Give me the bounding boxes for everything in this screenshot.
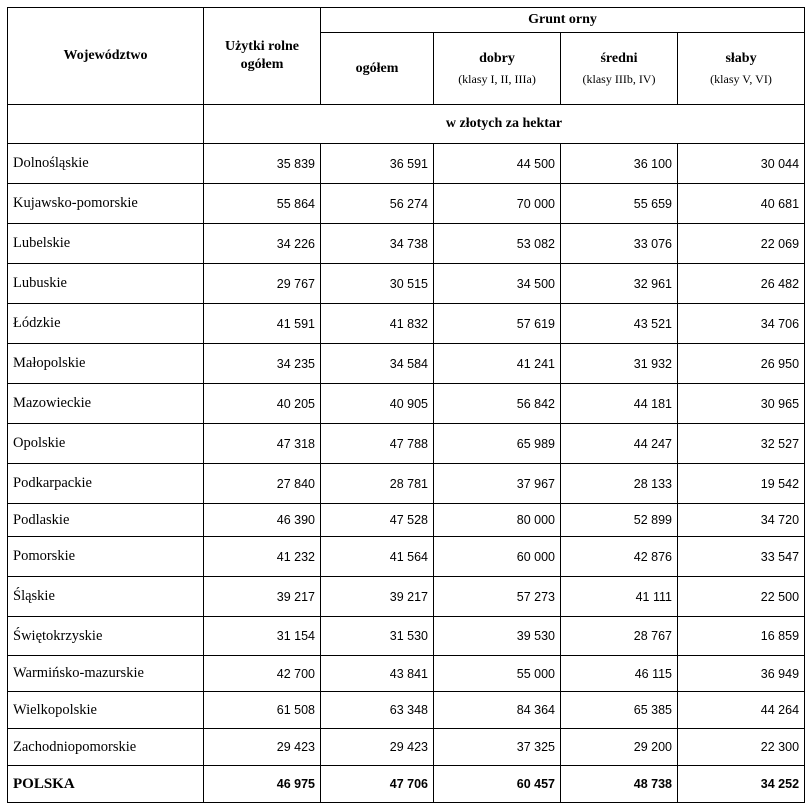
cell-sredni: 28 767 (561, 617, 678, 656)
table-row (8, 304, 805, 344)
cell-sredni: 33 076 (561, 224, 678, 264)
row-name: Wielkopolskie (8, 692, 204, 729)
table-row (8, 537, 805, 577)
cell-uzytki: 34 235 (204, 344, 321, 384)
cell-sredni: 43 521 (561, 304, 678, 344)
cell-ogolem: 43 841 (321, 656, 434, 692)
table-row (8, 144, 805, 184)
cell-ogolem: 41 832 (321, 304, 434, 344)
cell-ogolem: 34 738 (321, 224, 434, 264)
land-price-table (7, 7, 805, 803)
cell-ogolem: 47 788 (321, 424, 434, 464)
header-dobry-label: dobry (479, 50, 515, 66)
cell-dobry: 57 273 (434, 577, 561, 617)
header-uzytki-rolne (204, 8, 321, 105)
cell-dobry: 84 364 (434, 692, 561, 729)
cell-dobry: 80 000 (434, 504, 561, 537)
cell-slaby: 26 482 (678, 264, 805, 304)
table-row (8, 729, 805, 766)
cell-slaby: 19 542 (678, 464, 805, 504)
cell-sredni: 31 932 (561, 344, 678, 384)
row-name: Łódzkie (8, 304, 204, 344)
row-name: Lubuskie (8, 264, 204, 304)
cell-ogolem: 39 217 (321, 577, 434, 617)
total-row (8, 766, 805, 803)
cell-uzytki: 46 390 (204, 504, 321, 537)
row-name: Śląskie (8, 577, 204, 617)
row-name: Opolskie (8, 424, 204, 464)
cell-ogolem: 30 515 (321, 264, 434, 304)
row-name: Warmińsko-mazurskie (8, 656, 204, 692)
total-dobry: 60 457 (434, 766, 561, 803)
header-slaby-label: słaby (725, 50, 757, 66)
cell-uzytki: 42 700 (204, 656, 321, 692)
cell-ogolem: 29 423 (321, 729, 434, 766)
row-name: Pomorskie (8, 537, 204, 577)
cell-sredni: 65 385 (561, 692, 678, 729)
header-slaby-sub: (klasy V, VI) (710, 71, 772, 86)
cell-sredni: 46 115 (561, 656, 678, 692)
row-name: Podkarpackie (8, 464, 204, 504)
table-row (8, 656, 805, 692)
cell-uzytki: 40 205 (204, 384, 321, 424)
cell-ogolem: 56 274 (321, 184, 434, 224)
row-name: Kujawsko-pomorskie (8, 184, 204, 224)
cell-dobry: 41 241 (434, 344, 561, 384)
header-sredni-sub: (klasy IIIb, IV) (582, 71, 656, 86)
table-row (8, 224, 805, 264)
cell-ogolem: 40 905 (321, 384, 434, 424)
table-row (8, 504, 805, 537)
table-row (8, 424, 805, 464)
header-grunt-orny: Grunt orny (321, 8, 805, 33)
header-sredni (561, 33, 678, 105)
cell-dobry: 65 989 (434, 424, 561, 464)
row-name: Mazowieckie (8, 384, 204, 424)
cell-slaby: 30 965 (678, 384, 805, 424)
table-row (8, 577, 805, 617)
table-row (8, 264, 805, 304)
table-body (8, 144, 805, 803)
total-uzytki: 46 975 (204, 766, 321, 803)
cell-dobry: 57 619 (434, 304, 561, 344)
cell-dobry: 55 000 (434, 656, 561, 692)
cell-ogolem: 28 781 (321, 464, 434, 504)
cell-sredni: 44 181 (561, 384, 678, 424)
cell-uzytki: 29 423 (204, 729, 321, 766)
cell-uzytki: 47 318 (204, 424, 321, 464)
cell-ogolem: 47 528 (321, 504, 434, 537)
cell-uzytki: 29 767 (204, 264, 321, 304)
row-name: Podlaskie (8, 504, 204, 537)
total-sredni: 48 738 (561, 766, 678, 803)
cell-dobry: 34 500 (434, 264, 561, 304)
cell-dobry: 37 967 (434, 464, 561, 504)
cell-ogolem: 41 564 (321, 537, 434, 577)
header-dobry (434, 33, 561, 105)
cell-slaby: 34 720 (678, 504, 805, 537)
cell-uzytki: 41 232 (204, 537, 321, 577)
total-ogolem: 47 706 (321, 766, 434, 803)
cell-slaby: 22 069 (678, 224, 805, 264)
cell-dobry: 44 500 (434, 144, 561, 184)
cell-uzytki: 41 591 (204, 304, 321, 344)
table-row (8, 344, 805, 384)
table-row (8, 692, 805, 729)
total-slaby: 34 252 (678, 766, 805, 803)
cell-ogolem: 36 591 (321, 144, 434, 184)
cell-slaby: 26 950 (678, 344, 805, 384)
cell-dobry: 53 082 (434, 224, 561, 264)
header-uzytki-line1: Użytki rolne (224, 39, 299, 54)
table-row (8, 464, 805, 504)
cell-slaby: 40 681 (678, 184, 805, 224)
cell-slaby: 34 706 (678, 304, 805, 344)
row-name: Dolnośląskie (8, 144, 204, 184)
header-unit: w złotych za hektar (204, 105, 805, 144)
cell-uzytki: 39 217 (204, 577, 321, 617)
cell-slaby: 16 859 (678, 617, 805, 656)
cell-uzytki: 55 864 (204, 184, 321, 224)
cell-ogolem: 31 530 (321, 617, 434, 656)
table-row (8, 184, 805, 224)
cell-dobry: 37 325 (434, 729, 561, 766)
table-row (8, 384, 805, 424)
cell-slaby: 36 949 (678, 656, 805, 692)
cell-slaby: 33 547 (678, 537, 805, 577)
cell-slaby: 44 264 (678, 692, 805, 729)
row-name: Zachodniopomorskie (8, 729, 204, 766)
cell-sredni: 42 876 (561, 537, 678, 577)
cell-sredni: 52 899 (561, 504, 678, 537)
cell-sredni: 29 200 (561, 729, 678, 766)
table-row (8, 617, 805, 656)
cell-uzytki: 35 839 (204, 144, 321, 184)
cell-sredni: 44 247 (561, 424, 678, 464)
header-uzytki-line2: ogółem (240, 57, 284, 72)
row-name: Świętokrzyskie (8, 617, 204, 656)
cell-sredni: 55 659 (561, 184, 678, 224)
cell-uzytki: 31 154 (204, 617, 321, 656)
header-ogolem: ogółem (321, 33, 434, 105)
cell-sredni: 28 133 (561, 464, 678, 504)
cell-dobry: 70 000 (434, 184, 561, 224)
row-name: Lubelskie (8, 224, 204, 264)
cell-sredni: 36 100 (561, 144, 678, 184)
cell-slaby: 22 500 (678, 577, 805, 617)
cell-sredni: 32 961 (561, 264, 678, 304)
cell-ogolem: 34 584 (321, 344, 434, 384)
header-dobry-sub: (klasy I, II, IIIa) (458, 71, 536, 86)
cell-dobry: 39 530 (434, 617, 561, 656)
cell-slaby: 32 527 (678, 424, 805, 464)
cell-slaby: 22 300 (678, 729, 805, 766)
cell-dobry: 60 000 (434, 537, 561, 577)
total-name: POLSKA (8, 766, 204, 803)
cell-uzytki: 34 226 (204, 224, 321, 264)
cell-sredni: 41 111 (561, 577, 678, 617)
header-sredni-label: średni (600, 50, 638, 66)
cell-ogolem: 63 348 (321, 692, 434, 729)
cell-slaby: 30 044 (678, 144, 805, 184)
cell-uzytki: 61 508 (204, 692, 321, 729)
cell-dobry: 56 842 (434, 384, 561, 424)
header-slaby (678, 33, 805, 105)
cell-uzytki: 27 840 (204, 464, 321, 504)
header-wojewodztwo: Województwo (8, 8, 204, 105)
row-name: Małopolskie (8, 344, 204, 384)
